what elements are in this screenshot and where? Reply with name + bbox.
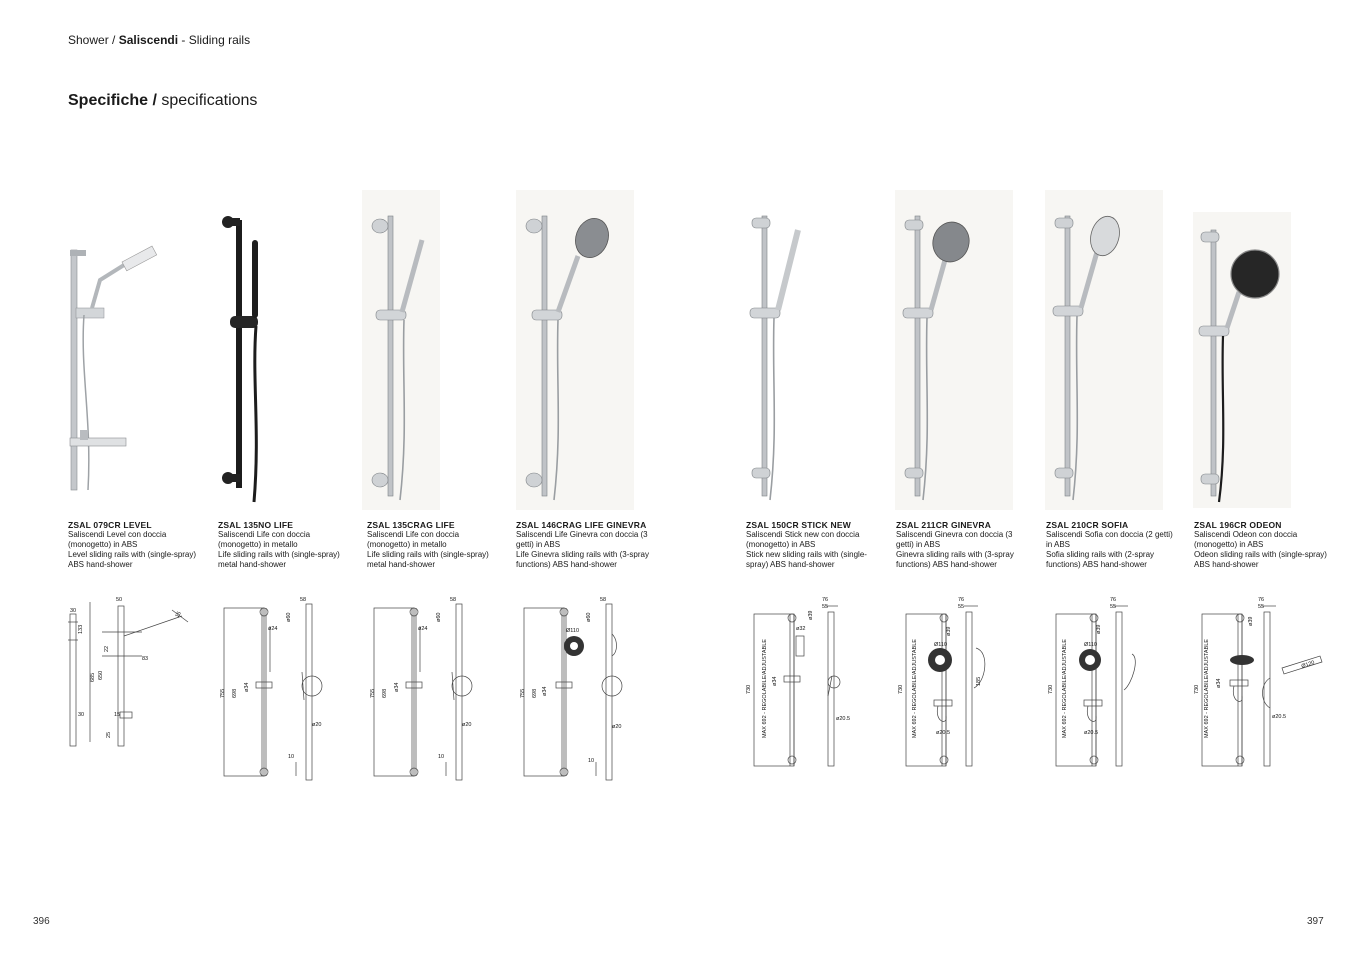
dimension-label: MAX 692 - REGOLABILE/ADJUSTABLE: [1204, 639, 1210, 738]
product-code: ZSAL 079CR LEVEL: [68, 520, 152, 530]
dimension-label: MAX 692 - REGOLABILE/ADJUSTABLE: [762, 639, 768, 738]
dimension-label: 755: [370, 688, 376, 698]
product-code: ZSAL 135CRAG LIFE: [367, 520, 455, 530]
dimension-label: 15: [174, 610, 183, 619]
product-description-it: Saliscendi Life Ginevra con doccia (3 getti) in ABS: [516, 530, 648, 549]
dimension-label: 55: [1110, 604, 1117, 610]
dimension-label: ø34: [244, 682, 250, 692]
dimension-label: ø60: [436, 612, 442, 622]
technical-drawing-level: [62, 592, 202, 784]
product-photo-sofia: [1045, 190, 1163, 510]
product-caption-life-black: [218, 520, 353, 570]
dimension-label: 10: [588, 758, 595, 764]
technical-drawing-life-black: [212, 592, 352, 784]
technical-drawing-stick-new: [742, 592, 882, 784]
dimension-label: ø20.5: [836, 716, 851, 722]
dimension-label: ø60: [586, 612, 592, 622]
dimension-label: Ø110: [934, 642, 948, 648]
dimension-label: ø20.5: [1272, 714, 1287, 720]
product-code: ZSAL 150CR STICK NEW: [746, 520, 851, 530]
dimension-label: ø39: [946, 626, 952, 636]
technical-drawing-life-ginevra: [512, 592, 652, 784]
dimension-label: 730: [898, 684, 904, 694]
dimension-label: ø34: [1216, 678, 1222, 688]
product-caption-stick-new: [746, 520, 881, 570]
dimension-label: 22: [104, 645, 110, 652]
product-description-en: Odeon sliding rails with (single-spray) ABS hand-shower: [1194, 550, 1327, 569]
dimension-label: 25: [106, 731, 112, 738]
product-code: ZSAL 146CRAG LIFE GINEVRA: [516, 520, 647, 530]
dimension-label: 55: [958, 604, 965, 610]
dimension-label: 83: [142, 656, 149, 662]
product-description-en: Ginevra sliding rails with (3-spray functions) ABS hand-shower: [896, 550, 1014, 569]
breadcrumb-current: - Sliding rails: [178, 33, 251, 47]
product-description-it: Saliscendi Life con doccia (monogetto) in metallo: [367, 530, 460, 549]
dimension-label: ø20: [312, 722, 322, 728]
technical-drawing-sofia: [1044, 592, 1184, 784]
technical-drawing-ginevra: [894, 592, 1034, 784]
dimension-label: 185: [976, 676, 982, 686]
dimension-label: ø60: [286, 612, 292, 622]
breadcrumb-subcategory[interactable]: Saliscendi: [118, 33, 179, 47]
product-description-en: Life sliding rails with (single-spray) metal hand-shower: [367, 550, 489, 569]
product-photo-life-chrome: [362, 190, 440, 510]
product-photo-ginevra: [895, 190, 1013, 510]
dimension-label: ø39: [1096, 624, 1102, 634]
product-photo-life-black: [212, 190, 332, 510]
product-description-it: Saliscendi Level con doccia (monogetto) in ABS: [68, 530, 167, 549]
technical-drawing-life-chrome: [362, 592, 502, 784]
product-description-it: Saliscendi Stick new con doccia (monogetto) in ABS: [746, 530, 860, 549]
dimension-label: 15: [114, 712, 121, 718]
product-description-en: Life sliding rails with (single-spray) metal hand-shower: [218, 550, 340, 569]
dimension-label: 76: [822, 597, 829, 603]
dimension-label: 698: [532, 688, 538, 698]
dimension-label: 58: [300, 597, 307, 603]
product-caption-life-chrome: [367, 520, 502, 570]
page-title: [68, 92, 257, 110]
product-photo-life-ginevra: [516, 190, 634, 510]
product-caption-odeon: [1194, 520, 1329, 570]
dimension-label: ø39: [1248, 616, 1254, 626]
page-title-en: specifications: [161, 92, 258, 109]
product-code: ZSAL 135NO LIFE: [218, 520, 294, 530]
dimension-label: ø20: [462, 722, 472, 728]
technical-drawing-odeon: [1190, 592, 1330, 784]
product-code: ZSAL 210CR SOFIA: [1046, 520, 1129, 530]
dimension-label: ø34: [394, 682, 400, 692]
dimension-label: ø32: [796, 626, 806, 632]
dimension-label: 30: [78, 712, 85, 718]
dimension-label: ø20: [612, 724, 622, 730]
page-number-left: 396: [33, 916, 50, 927]
page-number-right: 397: [1307, 916, 1324, 927]
product-caption-level: [68, 520, 203, 570]
product-photo-odeon: [1193, 212, 1291, 508]
dimension-label: 76: [958, 597, 965, 603]
dimension-label: ø24: [268, 626, 278, 632]
dimension-label: Ø110: [566, 628, 580, 634]
dimension-label: Ø120: [1300, 660, 1316, 670]
dimension-label: 730: [746, 684, 752, 694]
dimension-label: MAX 692 - REGOLABILE/ADJUSTABLE: [912, 639, 918, 738]
dimension-label: 698: [382, 688, 388, 698]
dimension-label: ø34: [772, 676, 778, 686]
product-description-en: Stick new sliding rails with (single-spray) ABS hand-shower: [746, 550, 867, 569]
dimension-label: 650: [98, 670, 104, 680]
dimension-label: 685: [90, 672, 96, 682]
product-caption-sofia: [1046, 520, 1181, 570]
product-description-it: Saliscendi Odeon con doccia (monogetto) in ABS: [1194, 530, 1298, 549]
dimension-label: 30: [70, 608, 77, 614]
dimension-label: 50: [116, 597, 123, 603]
breadcrumb: [68, 33, 250, 47]
dimension-label: ø20.5: [1084, 730, 1099, 736]
dimension-label: Ø110: [1084, 642, 1098, 648]
dimension-label: 10: [288, 754, 295, 760]
dimension-label: 10: [438, 754, 445, 760]
dimension-label: 730: [1048, 684, 1054, 694]
dimension-label: 76: [1258, 597, 1265, 603]
dimension-label: 55: [822, 604, 829, 610]
product-photo-level: [62, 190, 182, 510]
product-description-it: Saliscendi Life con doccia (monogetto) in metallo: [218, 530, 311, 549]
page-title-it: Specifiche /: [68, 92, 162, 109]
dimension-label: 133: [78, 624, 84, 634]
dimension-label: 58: [600, 597, 607, 603]
dimension-label: 755: [520, 688, 526, 698]
product-caption-life-ginevra: [516, 520, 651, 570]
dimension-label: ø39: [808, 610, 814, 620]
product-description-en: Level sliding rails with (single-spray) ABS hand-shower: [68, 550, 197, 569]
product-caption-ginevra: [896, 520, 1031, 570]
product-code: ZSAL 211CR GINEVRA: [896, 520, 992, 530]
dimension-label: 698: [232, 688, 238, 698]
dimension-label: MAX 692 - REGOLABILE/ADJUSTABLE: [1062, 639, 1068, 738]
dimension-label: 76: [1110, 597, 1117, 603]
dimension-label: 58: [450, 597, 457, 603]
product-description-en: Life Ginevra sliding rails with (3-spray functions) ABS hand-shower: [516, 550, 649, 569]
product-description-en: Sofia sliding rails with (2-spray functions) ABS hand-shower: [1046, 550, 1155, 569]
dimension-label: ø24: [418, 626, 428, 632]
dimension-label: 730: [1194, 684, 1200, 694]
breadcrumb-category[interactable]: Shower /: [68, 33, 119, 47]
product-description-it: Saliscendi Sofia con doccia (2 getti) in ABS: [1046, 530, 1173, 549]
product-code: ZSAL 196CR ODEON: [1194, 520, 1282, 530]
product-description-it: Saliscendi Ginevra con doccia (3 getti) in ABS: [896, 530, 1013, 549]
dimension-label: 755: [220, 688, 226, 698]
dimension-label: 55: [1258, 604, 1265, 610]
product-photo-stick-new: [742, 190, 862, 510]
dimension-label: ø20.5: [936, 730, 951, 736]
dimension-label: ø34: [542, 686, 548, 696]
